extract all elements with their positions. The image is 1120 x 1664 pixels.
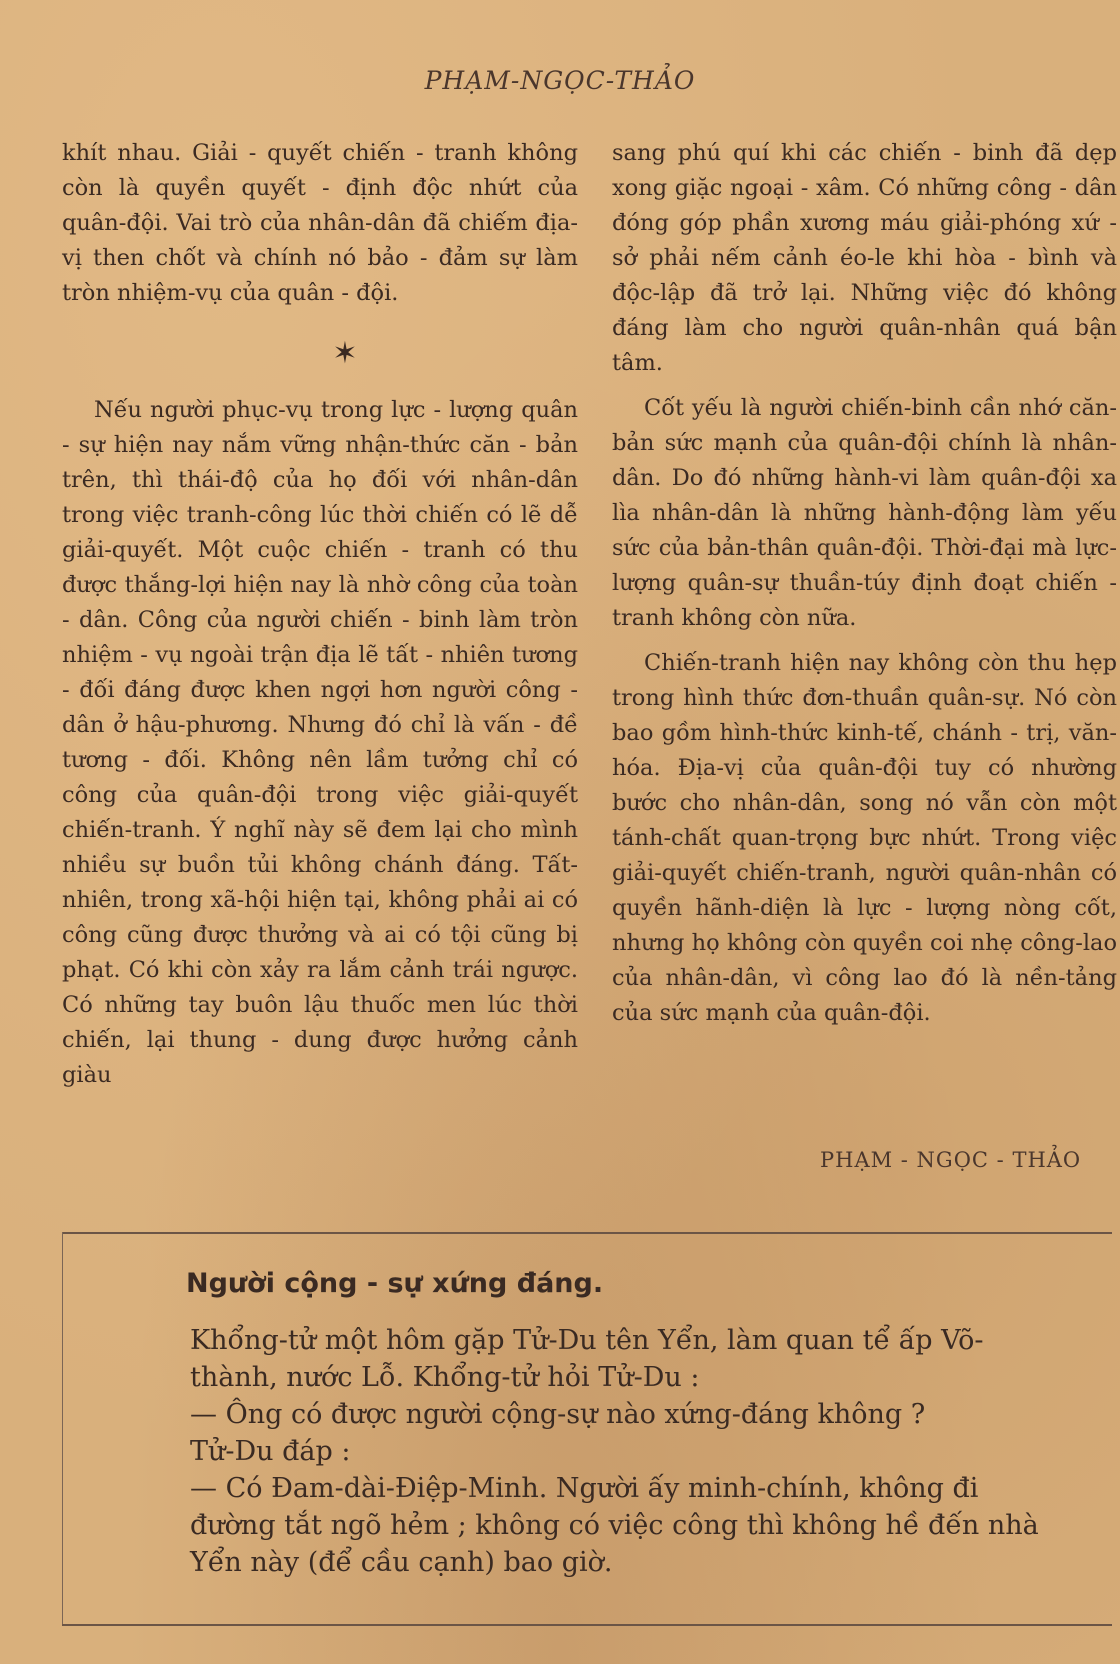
anecdote-line-1: Khổng-tử một hôm gặp Tử-Du tên Yển, làm quan tể ấp Võ-thành, nước Lỗ. Khổng-tử hỏi Tử-Du : — [190, 1325, 984, 1393]
right-paragraph-1: sang phú quí khi các chiến - binh đã dẹp xong giặc ngoại - xâm. Có những công - dân đóng góp phần xương máu giải-phóng xứ - sở phải nếm cảnh éo-le khi hòa - bình và độc-lập đã trở lại. Những việc đó không đáng làm cho người quân-nhân quá bận tâm. — [612, 140, 1117, 376]
section-separator-icon: ✶ — [332, 336, 358, 371]
anecdote-box — [116, 1322, 1066, 1581]
left-paragraph-1: khít nhau. Giải - quyết chiến - tranh không còn là quyền quyết - định độc nhứt của quân-đội. Vai trò của nhân-dân đã chiếm địa-vị then chốt và chính nó bảo - đảm sự làm tròn nhiệm-vụ của quân - đội. — [62, 140, 578, 306]
left-paragraph-2: Nếu người phục-vụ trong lực - lượng quân - sự hiện nay nắm vững nhận-thức căn - bản trên, thì thái-độ của họ đối với nhân-dân trong việc tranh-công lúc thời chiến có lẽ dễ giải-quyết. Một cuộc chiến - tranh có thu được thắng-lợi hiện nay là nhờ công của toàn - dân. Công của người chiến - binh làm tròn nhiệm - vụ ngoài trận địa lẽ tất - nhiên tương - đối đáng được khen ngợi hơn người công - dân ở hậu-phương. Nhưng đó chỉ là vấn - đề tương - đối. Không nên lầm tưởng chỉ có công của quân-đội trong việc giải-quyết chiến-tranh. Ý nghĩ này sẽ đem lại cho mình nhiều sự buồn tủi không chánh đáng. Tất-nhiên, trong xã-hội hiện tại, không phải ai có công cũng được thưởng và ai có tội cũng bị phạt. Có khi còn xảy ra lắm cảnh trái ngược. Có những tay buôn lậu thuốc men lúc thời chiến, lại thung - dung được hưởng cảnh giàu — [62, 397, 578, 1088]
anecdote-line-4: — Có Đam-dài-Điệp-Minh. Người ấy minh-chính, không đi đường tắt ngõ hẻm ; không có việc công thì không hề đến nhà Yển này (để cầu cạnh) bao giờ. — [190, 1473, 1039, 1578]
box-left-rule — [62, 1232, 63, 1624]
anecdote-line-3: Tử-Du đáp : — [190, 1436, 351, 1467]
author-signature: PHẠM - NGỌC - THẢO — [820, 1148, 1082, 1172]
left-column — [62, 136, 578, 1093]
box-bottom-rule — [62, 1624, 1112, 1626]
anecdote-line-2: — Ông có được người cộng-sự nào xứng-đáng không ? — [190, 1399, 926, 1430]
running-header: PHẠM-NGỌC-THẢO — [424, 66, 696, 95]
box-title: Người cộng - sự xứng đáng. — [186, 1268, 604, 1299]
right-paragraph-3: Chiến-tranh hiện nay không còn thu hẹp trong hình thức đơn-thuần quân-sự. Nó còn bao gồm hình-thức kinh-tế, chánh - trị, văn-hóa. Địa-vị của quân-đội tuy có nhường bước cho nhân-dân, song nó vẫn còn một tánh-chất quan-trọng bực nhứt. Trong việc giải-quyết chiến-tranh, người quân-nhân có quyền hãnh-diện là lực - lượng nòng cốt, nhưng họ không còn quyền coi nhẹ công-lao của nhân-dân, vì công lao đó là nền-tảng của sức mạnh của quân-đội. — [612, 650, 1117, 1026]
right-paragraph-2: Cốt yếu là người chiến-binh cần nhớ căn-bản sức mạnh của quân-đội chính là nhân-dân. Do đó những hành-vi làm quân-đội xa lìa nhân-dân là những hành-động làm yếu sức của bản-thân quân-đội. Thời-đại mà lực-lượng quân-sự thuần-túy định đoạt chiến - tranh không còn nữa. — [612, 395, 1117, 631]
box-top-rule — [62, 1232, 1112, 1234]
right-column — [612, 136, 1117, 1031]
